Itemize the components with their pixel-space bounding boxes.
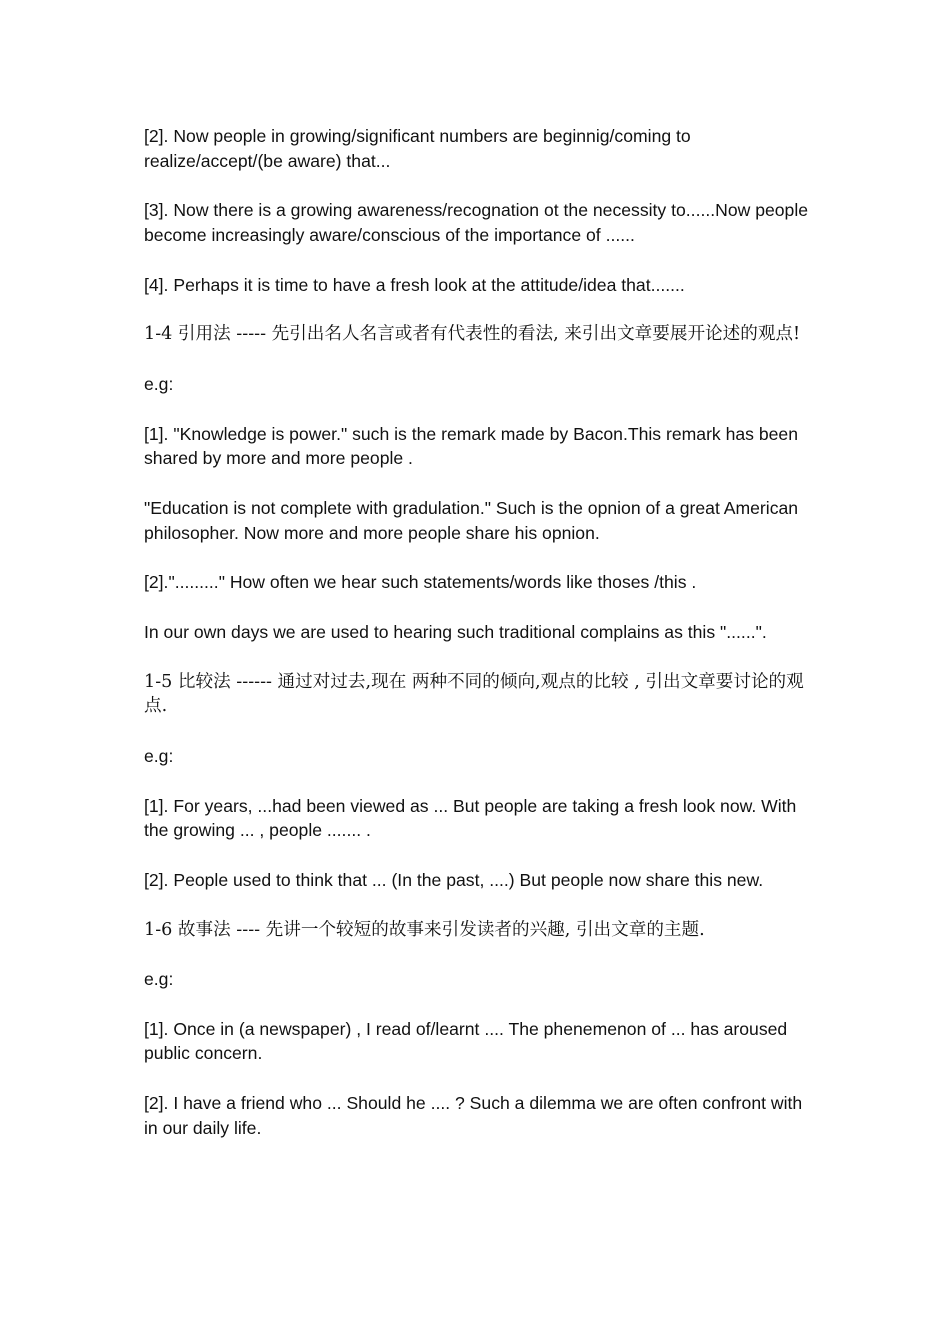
paragraph-knowledge-is-power: [1]. "Knowledge is power." such is the remark made by Bacon.This remark has been shared by more and more people . xyxy=(144,423,799,469)
paragraph-education-quote: "Education is not complete with gradulation." Such is the opnion of a great American philosopher. Now more and more people share his opnion. xyxy=(144,497,799,543)
paragraph-once-in-newspaper: [1]. Once in (a newspaper) , I read of/learnt .... The phenemenon of ... has aroused public concern. xyxy=(144,1018,788,1064)
example-label: e.g: xyxy=(144,373,174,394)
document-body xyxy=(144,124,814,1165)
paragraph-friend-dilemma: [2]. I have a friend who ... Should he .... ? Such a dilemma we are often confront with in our daily life. xyxy=(144,1093,803,1138)
paragraph-4-fresh-look: [4]. Perhaps it is time to have a fresh look at the attitude/idea that....... xyxy=(144,274,685,295)
paragraph-for-years: [1]. For years, ...had been viewed as ... But people are taking a fresh look now. With the growing ... , people ....... . xyxy=(144,795,797,841)
section-heading-1-5: 1-5 比较法 ------ 通过对过去,现在 两种不同的倾向,观点的比较 , 引出文章要讨论的观点. xyxy=(144,671,804,717)
paragraph-3-growing-awareness: [3]. Now there is a growing awareness/recognation ot the necessity to......Now people become increasingly aware/conscious of the importance of ...... xyxy=(144,200,809,246)
example-label: e.g: xyxy=(144,969,174,990)
section-heading-1-4: 1-4 引用法 ----- 先引出名人名言或者有代表性的看法, 来引出文章要展开论述的观点! xyxy=(144,324,801,345)
section-heading-1-6: 1-6 故事法 ---- 先讲一个较短的故事来引发读者的兴趣, 引出文章的主题. xyxy=(144,919,705,940)
paragraph-traditional-complains: In our own days we are used to hearing such traditional complains as this "......". xyxy=(144,621,767,642)
paragraph-used-to-think: [2]. People used to think that ... (In the past, ....) But people now share this new. xyxy=(144,869,764,890)
example-label: e.g: xyxy=(144,745,174,766)
paragraph-how-often: [2]."........." How often we hear such statements/words like thoses /this . xyxy=(144,572,697,593)
paragraph-2-now-people: [2]. Now people in growing/significant numbers are beginnig/coming to realize/accept/(be aware) that... xyxy=(144,126,691,171)
